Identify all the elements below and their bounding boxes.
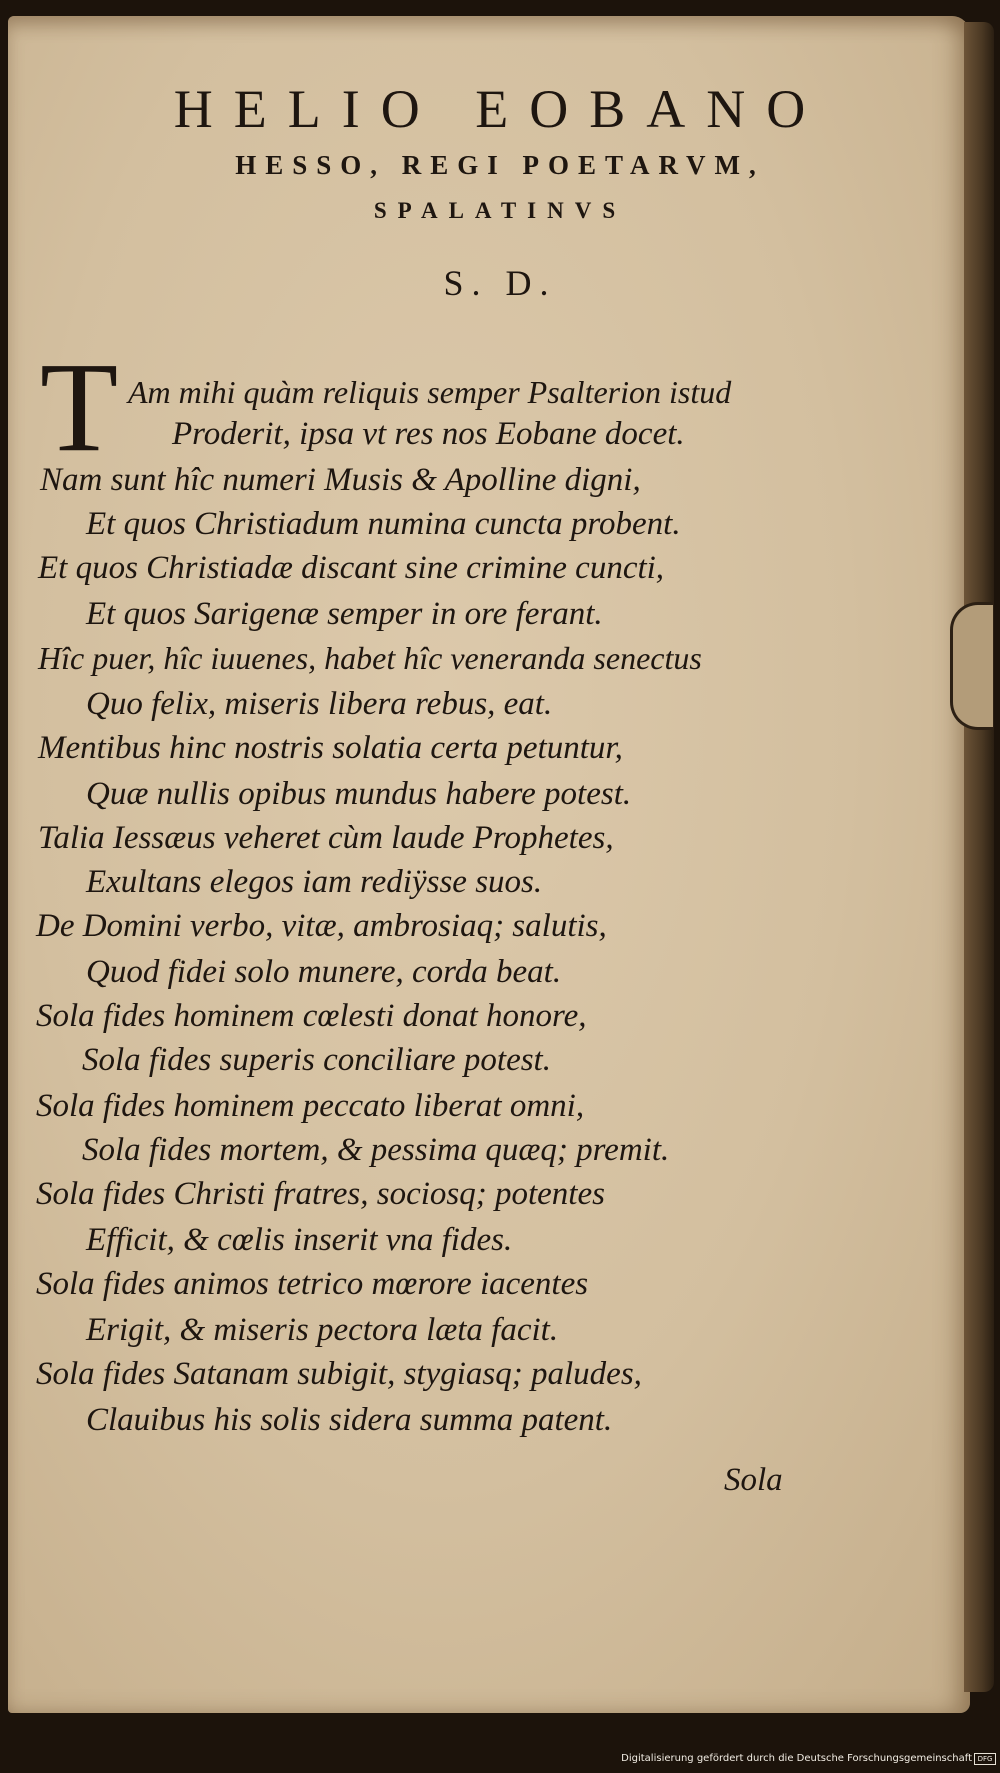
heading-line-3: SPALATINVS	[373, 198, 627, 223]
verse-line: Am mihi quàm reliquis semper Psalterion istud	[128, 374, 732, 410]
verse-line: Talia Iessæus veheret cùm laude Prophetes,	[38, 820, 614, 856]
page-tab-marker	[950, 602, 993, 730]
verse-line: Sola fides hominem cœlesti donat honore,	[36, 998, 587, 1034]
verse-line: Sola fides Christi fratres, sociosq; potentes	[36, 1176, 605, 1212]
heading-line-1: HELIO EOBANO	[173, 79, 827, 139]
verse-line: Efficit, & cœlis inserit vna fides.	[86, 1222, 513, 1258]
verse-line: Et quos Christiadum numina cuncta probent.	[86, 506, 681, 542]
verse-line: Proderit, ipsa vt res nos Eobane docet.	[172, 416, 685, 452]
digitization-credit: Digitalisierung gefördert durch die Deutsche Forschungsgemeinschaft	[621, 1753, 972, 1764]
heading-line-2: HESSO, REGI POETARVM,	[235, 150, 765, 180]
verse-line: Quæ nullis opibus mundus habere potest.	[86, 776, 632, 812]
verse-line: Sola fides superis conciliare potest.	[82, 1042, 551, 1078]
verse-line: Hîc puer, hîc iuuenes, habet hîc veneranda senectus	[38, 640, 702, 676]
verse-line: Sola fides mortem, & pessima quæq; premit.	[82, 1132, 670, 1168]
verse-line: Quod fidei solo munere, corda beat.	[86, 954, 562, 990]
verse-line: Erigit, & miseris pectora læta facit.	[86, 1312, 559, 1348]
verse-line: Sola fides animos tetrico mœrore iacentes	[36, 1266, 589, 1302]
verse-line: Quo felix, miseris libera rebus, eat.	[86, 686, 553, 722]
heading-salutation: S. D.	[443, 263, 557, 303]
verse-line: Et quos Christiadæ discant sine crimine cuncti,	[38, 550, 665, 586]
verse-line: Exultans elegos iam rediÿsse suos.	[86, 864, 543, 900]
verse-line: Et quos Sarigenæ semper in ore ferant.	[86, 596, 603, 632]
verse-line: Clauibus his solis sidera summa patent.	[86, 1402, 613, 1438]
drop-cap: T	[40, 336, 119, 478]
verse-line: Sola fides hominem peccato liberat omni,	[36, 1088, 585, 1124]
verse-line: Nam sunt hîc numeri Musis & Apolline digni,	[40, 462, 641, 498]
verse-line: Mentibus hinc nostris solatia certa petuntur,	[38, 730, 623, 766]
catchword: Sola	[724, 1462, 783, 1498]
dfg-logo-icon: DFG	[974, 1753, 996, 1765]
verse-line: Sola fides Satanam subigit, stygiasq; paludes,	[36, 1356, 642, 1392]
verse-line: De Domini verbo, vitæ, ambrosiaq; salutis,	[36, 908, 607, 944]
